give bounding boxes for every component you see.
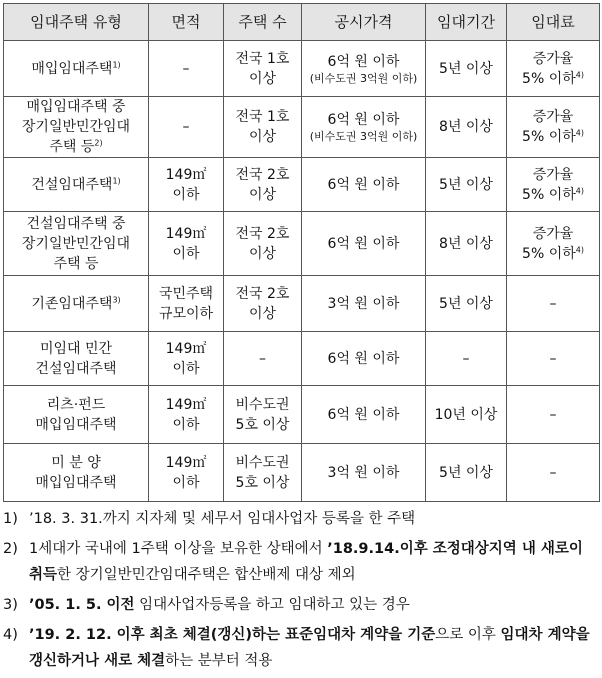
footnotes <box>3 506 599 678</box>
footnote-item <box>3 622 599 674</box>
header-housing-type: 임대주택 유형 <box>4 4 149 41</box>
footnote-segment: ’18. 3. 31.까지 지자체 및 세무서 임대사업자 등록을 한 주택 <box>29 511 416 527</box>
cell-rent: – <box>507 332 600 386</box>
cell-rental-period: – <box>426 332 507 386</box>
price-note: (비수도권 3억원 이하) <box>309 130 418 143</box>
cell-official-price: 6억 원 이하 <box>302 332 426 386</box>
header-rental-period: 임대기간 <box>426 4 507 41</box>
footnote-text <box>29 622 599 674</box>
footnote-segment: 임대사업자등록을 하고 임대하고 있는 경우 <box>134 597 410 613</box>
footnote-ref: 4) <box>575 128 584 138</box>
cell-house-count: 전국 2호 이상 <box>224 276 302 332</box>
footnote-text <box>29 592 599 618</box>
table-row <box>4 41 600 97</box>
cell-rental-period: 8년 이상 <box>426 97 507 158</box>
cell-official-price: 6억 원 이하 <box>302 158 426 212</box>
cell-area: 149㎡ 이하 <box>149 332 224 386</box>
cell-house-count: 비수도권 5호 이상 <box>224 386 302 444</box>
cell-rent: – <box>507 386 600 444</box>
table-row <box>4 386 600 444</box>
cell-area: 149㎡ 이하 <box>149 158 224 212</box>
cell-rental-period: 10년 이상 <box>426 386 507 444</box>
cell-area: 149㎡ 이하 <box>149 386 224 444</box>
header-house-count: 주택 수 <box>224 4 302 41</box>
table-row <box>4 276 600 332</box>
table-row <box>4 212 600 276</box>
table-row <box>4 158 600 212</box>
footnote-ref: 4) <box>575 69 584 79</box>
footnote-emphasis: ’05. 1. 5. 이전 <box>29 597 135 613</box>
cell-house-count: – <box>224 332 302 386</box>
footnote-segment: 하는 분부터 적용 <box>165 653 273 669</box>
cell-official-price: 3억 원 이하 <box>302 276 426 332</box>
cell-area: 149㎡ 이하 <box>149 444 224 502</box>
cell-housing-type: 매입임대주택 중 장기일반민간임대 주택 등$^{2)}$ <box>4 97 149 158</box>
footnote-number: 3) <box>3 597 18 613</box>
cell-rental-period: 8년 이상 <box>426 212 507 276</box>
cell-area: – <box>149 97 224 158</box>
cell-rent: 증가율 5% 이하$^{4)}$ <box>507 41 600 97</box>
footnote-text <box>29 536 599 588</box>
footnote-number: 2) <box>3 541 18 557</box>
cell-rental-period: 5년 이상 <box>426 276 507 332</box>
cell-rent: 증가율 5% 이하$^{4)}$ <box>507 97 600 158</box>
cell-housing-type: 미임대 민간 건설임대주택 <box>4 332 149 386</box>
footnote-item <box>3 592 599 618</box>
footnote-number: 1) <box>3 511 18 527</box>
footnote-segment: 으로 이후 <box>435 627 501 643</box>
table-row <box>4 97 600 158</box>
footnote-text <box>29 506 599 532</box>
price-note: (비수도권 3억원 이하) <box>309 71 418 85</box>
cell-rental-period: 5년 이상 <box>426 41 507 97</box>
cell-official-price: 6억 원 이하 <box>302 212 426 276</box>
table-header-row <box>4 4 600 41</box>
cell-housing-type: 미 분 양 매입임대주택 <box>4 444 149 502</box>
footnote-item <box>3 506 599 532</box>
cell-rent: 증가율 5% 이하$^{4)}$ <box>507 158 600 212</box>
cell-house-count: 전국 2호 이상 <box>224 212 302 276</box>
footnote-number: 4) <box>3 627 18 643</box>
table-row <box>4 332 600 386</box>
footnote-emphasis: 임대차 계약을 갱신하거나 새로 체결 <box>29 627 590 669</box>
footnote-ref: 4) <box>575 244 584 254</box>
footnote-ref: 1) <box>112 175 121 185</box>
rental-housing-table <box>3 3 600 502</box>
footnote-emphasis: ’18.9.14.이후 조정대상지역 내 새로이 취득 <box>29 541 583 583</box>
cell-rental-period: 5년 이상 <box>426 444 507 502</box>
footnote-ref: 2) <box>94 138 103 148</box>
footnote-emphasis: ’19. 2. 12. 이후 최초 체결(갱신)하는 표준임대차 계약을 기준 <box>29 627 436 643</box>
cell-rent: – <box>507 444 600 502</box>
cell-housing-type: 기존임대주택$^{3)}$ <box>4 276 149 332</box>
cell-house-count: 전국 2호 이상 <box>224 158 302 212</box>
cell-house-count: 비수도권 5호 이상 <box>224 444 302 502</box>
cell-rental-period: 5년 이상 <box>426 158 507 212</box>
cell-official-price: 6억 원 이하 <box>302 386 426 444</box>
header-rent: 임대료 <box>507 4 600 41</box>
cell-rent: – <box>507 276 600 332</box>
footnote-segment: 한 장기일반민간임대주택은 합산배제 대상 제외 <box>57 567 356 583</box>
footnote-ref: 4) <box>575 185 584 195</box>
cell-area: – <box>149 41 224 97</box>
cell-rent: 증가율 5% 이하$^{4)}$ <box>507 212 600 276</box>
cell-official-price: 3억 원 이하 <box>302 444 426 502</box>
header-area: 면적 <box>149 4 224 41</box>
cell-housing-type: 매입임대주택$^{1)}$ <box>4 41 149 97</box>
cell-area: 국민주택 규모이하 <box>149 276 224 332</box>
footnote-ref: 1) <box>112 59 121 69</box>
table-row <box>4 444 600 502</box>
cell-housing-type: 건설임대주택$^{1)}$ <box>4 158 149 212</box>
cell-house-count: 전국 1호 이상 <box>224 97 302 158</box>
cell-house-count: 전국 1호 이상 <box>224 41 302 97</box>
footnote-segment: 1세대가 국내에 1주택 이상을 보유한 상태에서 <box>29 541 328 557</box>
cell-official-price: 6억 원 이하 (비수도권 3억원 이하) <box>302 97 426 158</box>
footnote-item <box>3 536 599 588</box>
footnote-ref: 3) <box>112 294 121 304</box>
cell-area: 149㎡ 이하 <box>149 212 224 276</box>
cell-housing-type: 건설임대주택 중 장기일반민간임대 주택 등 <box>4 212 149 276</box>
cell-housing-type: 리츠·펀드 매입임대주택 <box>4 386 149 444</box>
header-official-price: 공시가격 <box>302 4 426 41</box>
cell-official-price: 6억 원 이하 (비수도권 3억원 이하) <box>302 41 426 97</box>
